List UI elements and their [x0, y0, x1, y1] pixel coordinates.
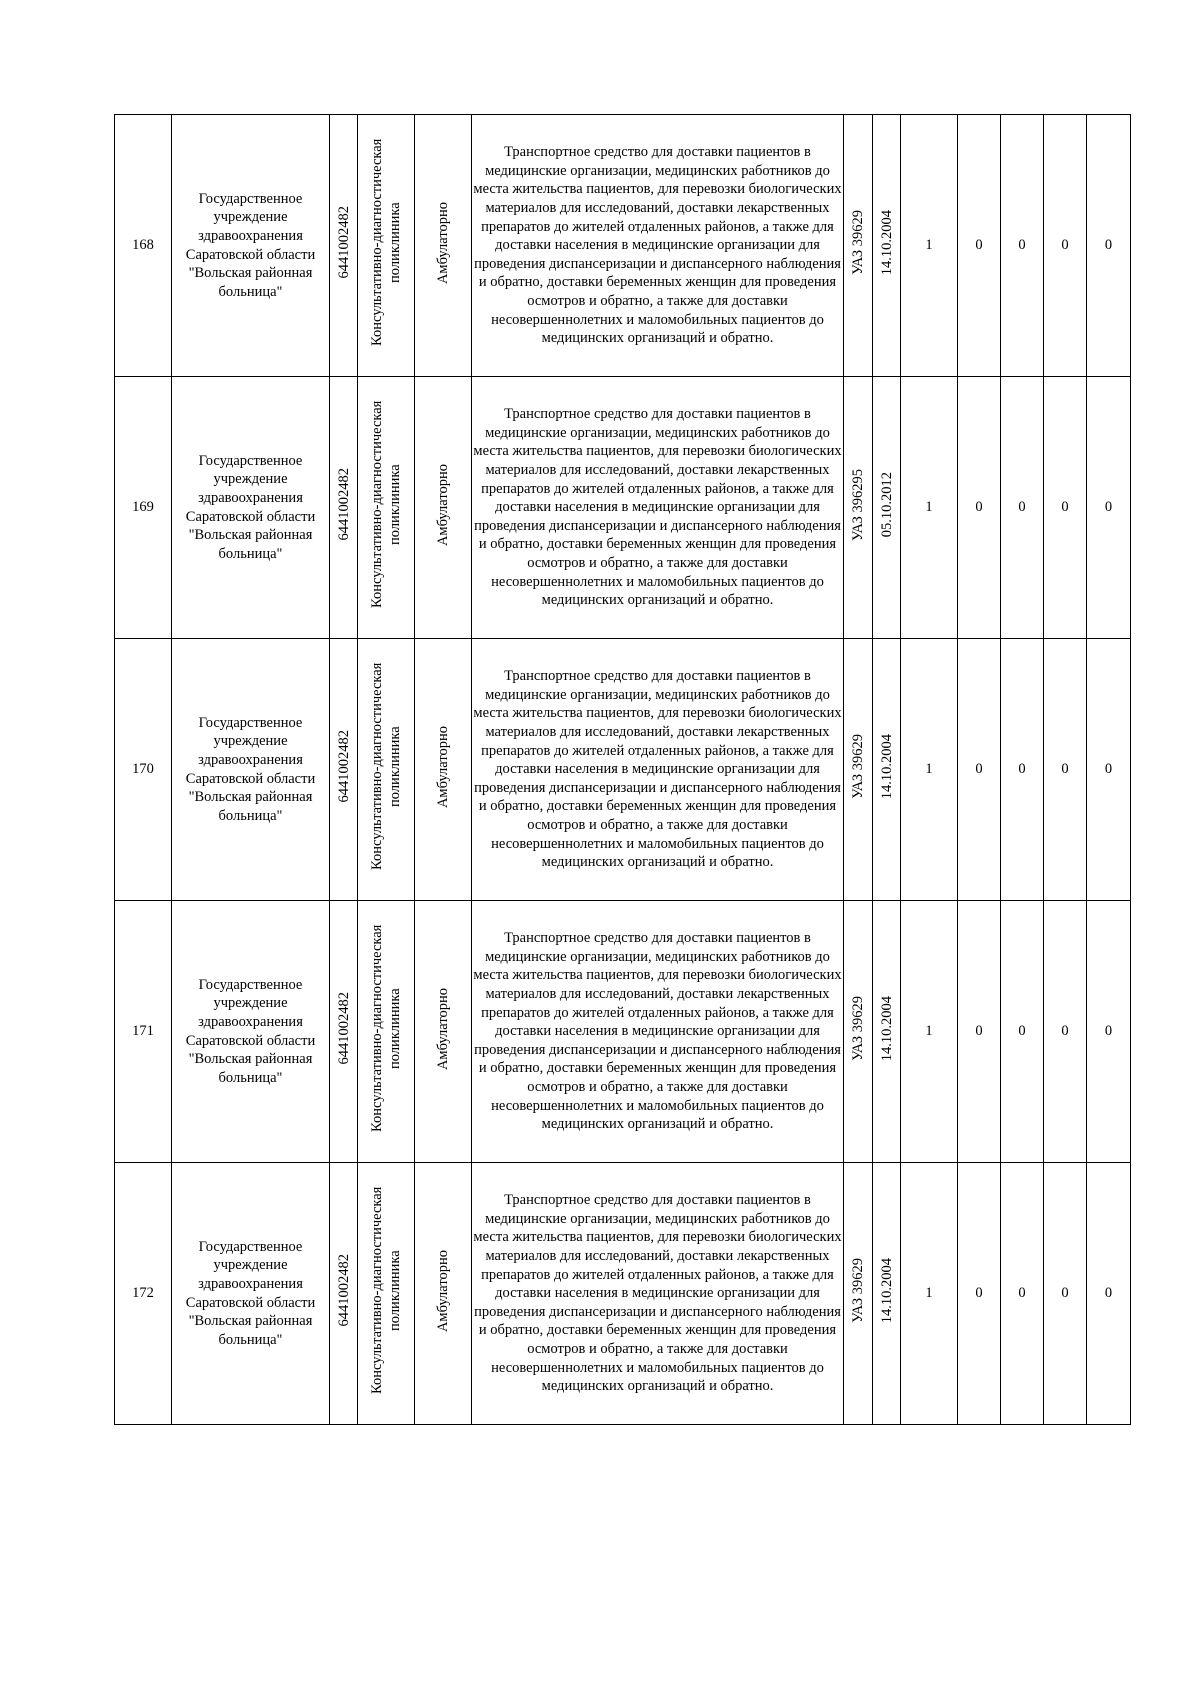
organization-cell: [172, 115, 330, 377]
care-type: Амбулаторно: [435, 201, 451, 284]
registration-date: 14.10.2004: [878, 210, 895, 276]
count-cell-5: 0: [1087, 901, 1131, 1163]
purpose-text: Транспортное средство для доставки пациентов в медицинские организации, медицинских работников до места жительства пациентов, для перевозки биологических материалов для исследований, доставки лекарственных препаратов до жителей отдаленных районов, а также для доставки населения в медицинские организации для проведения диспансеризации и диспансерного наблюдения и обратно, доставки беременных женщин для проведения осмотров и обратно, а также для доставки несовершеннолетних и маломобильных пациентов до медицинских организаций и обратно.: [473, 930, 842, 1133]
vehicle-model: УАЗ 39629: [850, 210, 866, 276]
date-cell: [873, 1163, 901, 1425]
purpose-text: Транспортное средство для доставки пациентов в медицинские организации, медицинских работников до места жительства пациентов, для перевозки биологических материалов для исследований, доставки лекарственных препаратов до жителей отдаленных районов, а также для доставки населения в медицинские организации для проведения диспансеризации и диспансерного наблюдения и обратно, доставки беременных женщин для проведения осмотров и обратно, а также для доставки несовершеннолетних и маломобильных пациентов до медицинских организаций и обратно.: [473, 144, 842, 347]
registration-date: 05.10.2012: [878, 472, 895, 538]
model-cell: [844, 1163, 873, 1425]
care-type: Амбулаторно: [435, 725, 451, 808]
model-cell: [844, 115, 873, 377]
unit-name: Консультативно-диагностическая поликлиника: [369, 139, 403, 347]
table-body: [115, 115, 1131, 1425]
model-cell: [844, 901, 873, 1163]
count-cell-5: 0: [1087, 115, 1131, 377]
count-cell-4: 0: [1044, 377, 1087, 639]
unit-name: Консультативно-диагностическая поликлиника: [369, 401, 403, 609]
unit-name: Консультативно-диагностическая поликлиника: [369, 925, 403, 1133]
unit-cell: [358, 115, 415, 377]
row-number: 168: [115, 115, 172, 377]
count-cell-5: 0: [1087, 377, 1131, 639]
date-cell: [873, 115, 901, 377]
unit-cell: [358, 901, 415, 1163]
count-cell-5: 0: [1087, 639, 1131, 901]
unit-name: Консультативно-диагностическая поликлиника: [369, 1187, 403, 1395]
count-cell-2: 0: [958, 1163, 1001, 1425]
inn-value: 6441002482: [335, 1254, 352, 1327]
organization-cell: [172, 1163, 330, 1425]
row-number: 169: [115, 377, 172, 639]
count-cell-4: 0: [1044, 901, 1087, 1163]
organization-cell: [172, 377, 330, 639]
care-type-cell: [415, 377, 472, 639]
purpose-text: Транспортное средство для доставки пациентов в медицинские организации, медицинских работников до места жительства пациентов, для перевозки биологических материалов для исследований, доставки лекарственных препаратов до жителей отдаленных районов, а также для доставки населения в медицинские организации для проведения диспансеризации и диспансерного наблюдения и обратно, доставки беременных женщин для проведения осмотров и обратно, а также для доставки несовершеннолетних и маломобильных пациентов до медицинских организаций и обратно.: [473, 1192, 842, 1395]
care-type-cell: [415, 901, 472, 1163]
inn-value: 6441002482: [335, 992, 352, 1065]
purpose-cell: [472, 1163, 844, 1425]
inn-value: 6441002482: [335, 468, 352, 541]
organization-name: Государственное учреждение здравоохранения Саратовской области "Вольская районная больница": [185, 976, 316, 1086]
purpose-cell: [472, 639, 844, 901]
date-cell: [873, 377, 901, 639]
vehicle-model: УАЗ 39629: [850, 734, 866, 800]
inn-cell: [330, 377, 358, 639]
purpose-cell: [472, 377, 844, 639]
table-row: [115, 639, 1131, 901]
count-cell-3: 0: [1001, 639, 1044, 901]
inn-cell: [330, 115, 358, 377]
model-cell: [844, 377, 873, 639]
model-cell: [844, 639, 873, 901]
organization-cell: [172, 639, 330, 901]
care-type-cell: [415, 1163, 472, 1425]
count-cell-4: 0: [1044, 639, 1087, 901]
count-cell-4: 0: [1044, 115, 1087, 377]
purpose-cell: [472, 901, 844, 1163]
registration-date: 14.10.2004: [878, 996, 895, 1062]
row-number: 172: [115, 1163, 172, 1425]
organization-cell: [172, 901, 330, 1163]
organization-name: Государственное учреждение здравоохранения Саратовской области "Вольская районная больница": [185, 714, 316, 824]
count-cell-1: 1: [901, 1163, 958, 1425]
purpose-text: Транспортное средство для доставки пациентов в медицинские организации, медицинских работников до места жительства пациентов, для перевозки биологических материалов для исследований, доставки лекарственных препаратов до жителей отдаленных районов, а также для доставки населения в медицинские организации для проведения диспансеризации и диспансерного наблюдения и обратно, доставки беременных женщин для проведения осмотров и обратно, а также для доставки несовершеннолетних и маломобильных пациентов до медицинских организаций и обратно.: [473, 668, 842, 871]
unit-cell: [358, 377, 415, 639]
inn-cell: [330, 639, 358, 901]
count-cell-2: 0: [958, 639, 1001, 901]
count-cell-4: 0: [1044, 1163, 1087, 1425]
registration-date: 14.10.2004: [878, 734, 895, 800]
care-type: Амбулаторно: [435, 987, 451, 1070]
count-cell-1: 1: [901, 115, 958, 377]
count-cell-3: 0: [1001, 901, 1044, 1163]
inn-value: 6441002482: [335, 206, 352, 279]
table-row: [115, 1163, 1131, 1425]
purpose-cell: [472, 115, 844, 377]
table-row: [115, 377, 1131, 639]
inn-cell: [330, 1163, 358, 1425]
count-cell-2: 0: [958, 377, 1001, 639]
vehicle-model: УАЗ 39629: [850, 1258, 866, 1324]
inn-value: 6441002482: [335, 730, 352, 803]
table-row: [115, 901, 1131, 1163]
purpose-text: Транспортное средство для доставки пациентов в медицинские организации, медицинских работников до места жительства пациентов, для перевозки биологических материалов для исследований, доставки лекарственных препаратов до жителей отдаленных районов, а также для доставки населения в медицинские организации для проведения диспансеризации и диспансерного наблюдения и обратно, доставки беременных женщин для проведения осмотров и обратно, а также для доставки несовершеннолетних и маломобильных пациентов до медицинских организаций и обратно.: [473, 406, 842, 609]
count-cell-3: 0: [1001, 115, 1044, 377]
unit-cell: [358, 639, 415, 901]
vehicle-model: УАЗ 396295: [850, 468, 866, 541]
count-cell-5: 0: [1087, 1163, 1131, 1425]
date-cell: [873, 901, 901, 1163]
date-cell: [873, 639, 901, 901]
vehicle-model: УАЗ 39629: [850, 996, 866, 1062]
care-type: Амбулаторно: [435, 1249, 451, 1332]
count-cell-3: 0: [1001, 1163, 1044, 1425]
count-cell-2: 0: [958, 901, 1001, 1163]
table-row: [115, 115, 1131, 377]
registration-date: 14.10.2004: [878, 1258, 895, 1324]
count-cell-3: 0: [1001, 377, 1044, 639]
inn-cell: [330, 901, 358, 1163]
row-number: 170: [115, 639, 172, 901]
count-cell-1: 1: [901, 377, 958, 639]
care-type-cell: [415, 115, 472, 377]
count-cell-2: 0: [958, 115, 1001, 377]
vehicle-table: [114, 114, 1131, 1425]
unit-cell: [358, 1163, 415, 1425]
count-cell-1: 1: [901, 901, 958, 1163]
organization-name: Государственное учреждение здравоохранения Саратовской области "Вольская районная больница": [185, 452, 316, 562]
row-number: 171: [115, 901, 172, 1163]
care-type: Амбулаторно: [435, 463, 451, 546]
organization-name: Государственное учреждение здравоохранения Саратовской области "Вольская районная больница": [185, 1238, 316, 1348]
unit-name: Консультативно-диагностическая поликлиника: [369, 663, 403, 871]
care-type-cell: [415, 639, 472, 901]
organization-name: Государственное учреждение здравоохранения Саратовской области "Вольская районная больница": [185, 190, 316, 300]
count-cell-1: 1: [901, 639, 958, 901]
